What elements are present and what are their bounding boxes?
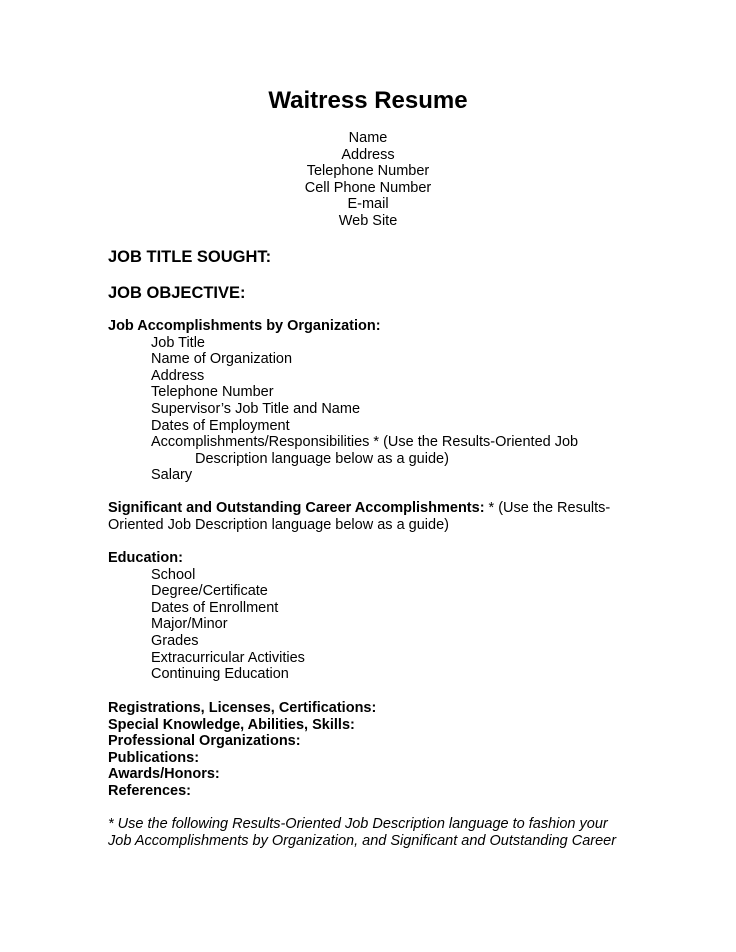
education-dates: Dates of Enrollment [151, 599, 279, 616]
references-heading: References: [108, 782, 192, 799]
item-accomplishments: Accomplishments/Responsibilities * (Use the Results-Oriented Job [151, 434, 579, 451]
contact-cell: Cell Phone Number [304, 179, 432, 196]
job-title-sought-heading: JOB TITLE SOUGHT: [108, 248, 272, 266]
item-dates-employment: Dates of Employment [151, 417, 290, 434]
job-accomplishments-heading: Job Accomplishments by Organization: [108, 318, 381, 334]
item-supervisor: Supervisor’s Job Title and Name [151, 400, 361, 417]
item-salary: Salary [151, 467, 193, 484]
significant-text-2: Oriented Job Description language below as a guide) [108, 516, 449, 533]
item-organization-name: Name of Organization [151, 351, 293, 368]
contact-website: Web Site [338, 212, 398, 229]
item-telephone: Telephone Number [151, 384, 274, 401]
job-objective-heading: JOB OBJECTIVE: [108, 284, 246, 302]
significant-section [108, 500, 610, 533]
footnote-line-2: Job Accomplishments by Organization, and Significant and Outstanding Career [108, 832, 617, 849]
knowledge-heading: Special Knowledge, Abilities, Skills: [108, 716, 355, 733]
item-accomplishments-continued: Description language below as a guide) [195, 450, 449, 467]
significant-heading: Significant and Outstanding Career Accomplishments: [108, 500, 485, 516]
contact-name: Name [348, 130, 388, 146]
awards-heading: Awards/Honors: [108, 766, 220, 783]
significant-text-1: * (Use the Results- [484, 500, 611, 516]
contact-address: Address [341, 146, 395, 163]
education-continuing: Continuing Education [151, 666, 289, 683]
education-degree: Degree/Certificate [151, 583, 268, 600]
education-major: Major/Minor [151, 616, 228, 633]
education-school: School [151, 566, 196, 583]
education-grades: Grades [151, 632, 199, 649]
education-section [108, 550, 305, 683]
registrations-heading: Registrations, Licenses, Certifications: [108, 700, 377, 716]
footnote-line-1: * Use the following Results-Oriented Job Description language to fashion your [108, 816, 608, 832]
contact-telephone: Telephone Number [306, 163, 430, 180]
job-accomplishments-section [108, 318, 578, 484]
publications-heading: Publications: [108, 749, 200, 766]
contact-email: E-mail [347, 196, 389, 213]
organizations-heading: Professional Organizations: [108, 733, 301, 750]
education-heading: Education: [108, 550, 183, 566]
other-sections [108, 700, 376, 800]
education-extracurricular: Extracurricular Activities [151, 649, 305, 666]
item-job-title: Job Title [151, 334, 205, 351]
contact-block [0, 130, 736, 230]
item-address: Address [151, 367, 205, 384]
footnote [108, 816, 616, 849]
resume-title: Waitress Resume [268, 87, 468, 114]
